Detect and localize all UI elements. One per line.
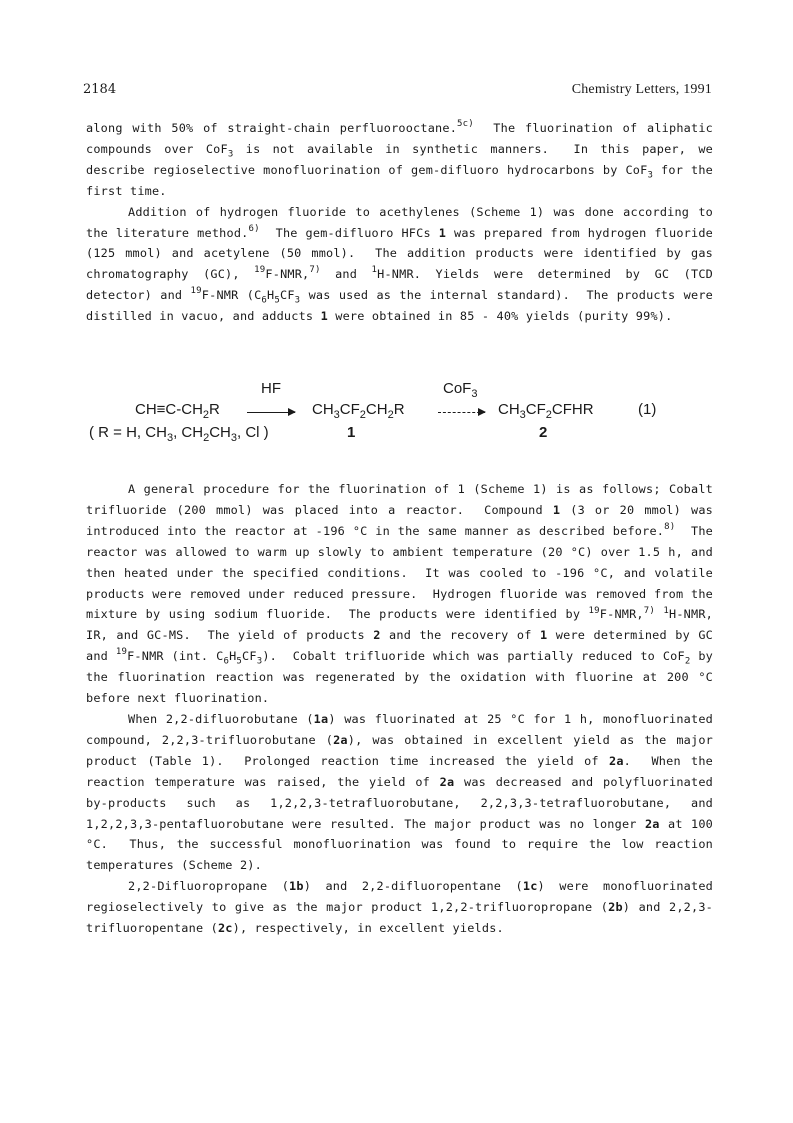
scheme-product-1: $CH_3CF_2CH_2R$ <box>312 401 405 421</box>
scheme-product-2: $CH_3CF_2CFHR$ <box>498 401 594 421</box>
text-block-top <box>86 118 713 327</box>
paragraph-addition: Addition of hydrogen fluoride to acethylenes (Scheme 1) was done according to the literature method.$^{6)}$ The gem-difluoro HFCs 1 was prepared from hydrogen fluoride (125 mmol) and acetylene (50 mmol). The addition products were identified by gas chromatography (GC), $^{19}$F-NMR,$^{7)}$ and $^1$H-NMR. Yields were determined by GC (TCD detector) and $^{19}$F-NMR ($C_6H_5CF_3$ was used as the internal standard). The products were distilled in vacuo, and adducts 1 were obtained in 85 - 40% yields (purity 99%). <box>86 204 713 324</box>
scheme-substituents: ( R = H, $CH_3$, $CH_2CH_3$, Cl ) <box>89 424 269 444</box>
scheme-1 <box>0 370 793 450</box>
page-number: 2184 <box>83 82 117 97</box>
paragraph-procedure: A general procedure for the fluorination of 1 (Scheme 1) is as follows; Cobalt trifluoride (200 mmol) was placed into a reactor. Compound 1 (3 or 20 mmol) was introduced into the reactor at -196 °C in the same manner as described before.$^{8)}$ The reactor was allowed to warm up slowly to ambient temperature (20 °C) over 1.5 h, and then heated under the specified conditions. It was cooled to -196 °C, and volatile products were removed under reduced pressure. Hydrogen fluoride was removed from the mixture by using sodium fluoride. The products were identified by $^{19}$F-NMR,$^{7)}$ $^1$H-NMR, IR, and GC-MS. The yield of products 2 and the recovery of 1 were determined by GC and $^{19}$F-NMR (int. $C_6H_5CF_3$). Cobalt trifluoride which was partially reduced to CoF$_2$ by the fluorination reaction was regenerated by the oxidation with fluorine at 200 °C before next fluorination. <box>86 482 713 706</box>
compound-number-1: 1 <box>347 424 356 441</box>
reagent-hf: HF <box>261 380 281 397</box>
paragraph-results: When 2,2-difluorobutane (1a) was fluorinated at 25 °C for 1 h, monofluorinated compound, 2,2,3-trifluorobutane (2a), was obtained in excellent yield as the major product (Table 1). Prolonged reaction time increased the yield of 2a. When the reaction temperature was raised, the yield of 2a was decreased and polyfluorinated by-products such as 1,2,2,3-tetrafluorobutane, 2,2,3,3-tetrafluorobutane, and 1,2,2,3,3-pentafluorobutane were resulted. The major product was no longer 2a at 100 °C. Thus, the successful monofluorination was found to require the low reaction temperatures (Scheme 2). <box>86 711 714 873</box>
scheme-reactant: $CH\equiv C-CH_2R$ <box>135 401 220 421</box>
reaction-arrow-2 <box>438 412 485 413</box>
paragraph-regioselective: 2,2-Difluoropropane (1b) and 2,2-difluoropentane (1c) were monofluorinated regioselectively to give as the major product 1,2,2-trifluoropropane (2b) and 2,2,3-trifluoropentane (2c), respectively, in excellent yields. <box>86 879 714 936</box>
reagent-cof3: CoF$_3$ <box>443 380 478 400</box>
reaction-arrow-1 <box>247 412 295 413</box>
equation-label: (1) <box>638 401 657 418</box>
journal-name: Chemistry Letters, 1991 <box>571 82 712 97</box>
compound-number-2: 2 <box>539 424 548 441</box>
text-block-bottom <box>86 479 713 939</box>
paragraph-intro: along with 50% of straight-chain perfluorooctane.$^{5c)}$ The fluorination of aliphatic compounds over CoF$_3$ is not available in synthetic manners. In this paper, we describe regioselective monofluorination of gem-difluoro hydrocarbons by CoF$_3$ for the first time. <box>86 119 714 198</box>
